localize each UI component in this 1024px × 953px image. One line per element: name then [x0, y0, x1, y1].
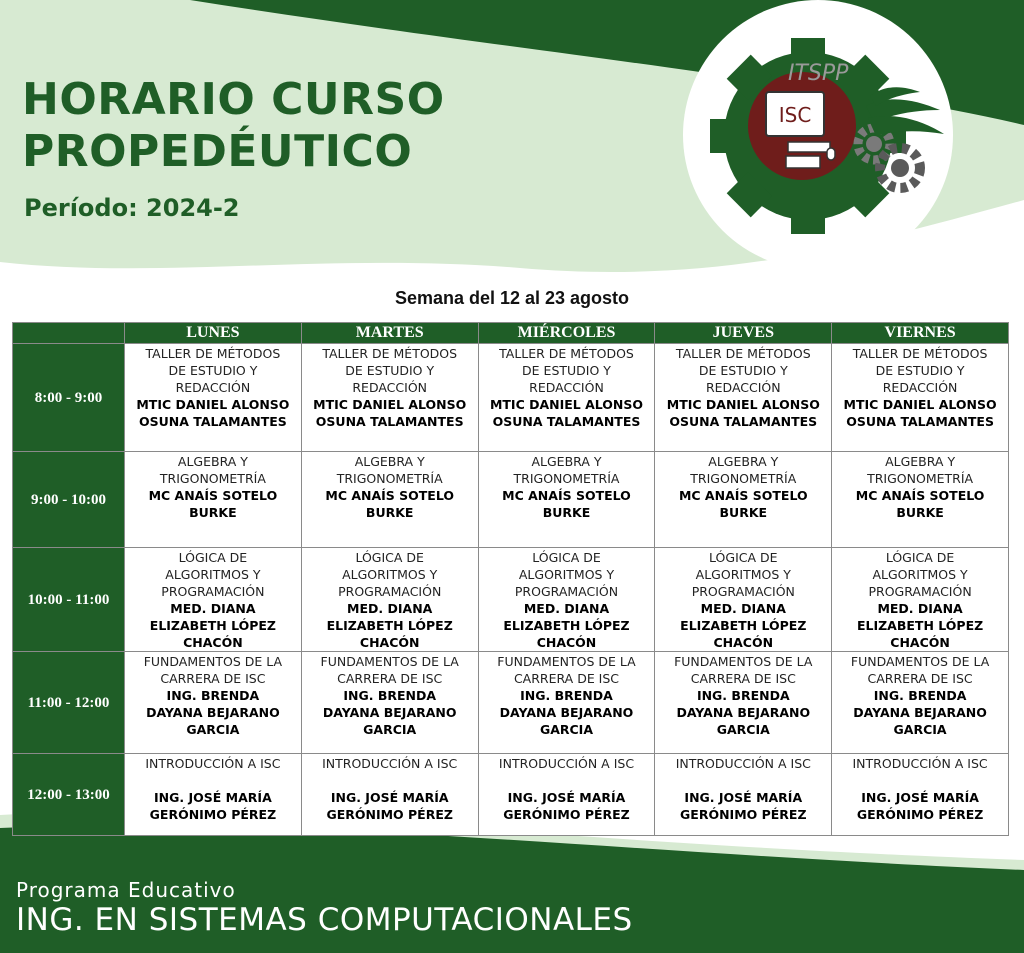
day-header-jueves: JUEVES [655, 323, 832, 344]
teacher-name: ING. JOSÉ MARÍA GERÓNIMO PÉREZ [149, 790, 277, 822]
class-cell [478, 452, 655, 548]
teacher-name: MC ANAÍS SOTELO BURKE [678, 488, 808, 520]
teacher-name: MC ANAÍS SOTELO BURKE [148, 488, 278, 520]
class-cell [125, 652, 302, 754]
class-cell [655, 652, 832, 754]
table-row [13, 344, 1009, 452]
teacher-name: MED. DIANA ELIZABETH LÓPEZ CHACÓN [856, 601, 984, 650]
cell-spacer [127, 772, 299, 789]
class-cell [655, 754, 832, 836]
subject-name: ALGEBRA Y TRIGONOMETRÍA [336, 454, 443, 486]
teacher-name: MTIC DANIEL ALONSO OSUNA TALAMANTES [489, 397, 644, 429]
logo-text-isc: ISC [778, 103, 812, 127]
class-cell [301, 652, 478, 754]
day-header-viernes: VIERNES [832, 323, 1009, 344]
subject-name: TALLER DE MÉTODOS DE ESTUDIO Y REDACCIÓN [852, 346, 988, 395]
class-cell [478, 344, 655, 452]
teacher-name: MTIC DANIEL ALONSO OSUNA TALAMANTES [843, 397, 997, 429]
class-cell [832, 754, 1009, 836]
time-slot-cell: 12:00 - 13:00 [13, 754, 125, 836]
table-row [13, 754, 1009, 836]
class-cell [301, 548, 478, 652]
class-cell [125, 548, 302, 652]
time-slot-cell: 8:00 - 9:00 [13, 344, 125, 452]
cell-spacer [304, 772, 476, 789]
program-label: Programa Educativo [16, 878, 236, 902]
time-slot-cell: 10:00 - 11:00 [13, 548, 125, 652]
cell-spacer [481, 772, 653, 789]
class-cell [832, 548, 1009, 652]
teacher-name: MC ANAÍS SOTELO BURKE [325, 488, 454, 520]
teacher-name: ING. BRENDA DAYANA BEJARANO GARCIA [322, 688, 457, 737]
class-cell [478, 652, 655, 754]
subject-name: FUNDAMENTOS DE LA CARRERA DE ISC [850, 654, 990, 686]
teacher-name: MED. DIANA ELIZABETH LÓPEZ CHACÓN [503, 601, 630, 650]
itspp-isc-logo [690, 18, 952, 258]
class-cell [832, 344, 1009, 452]
subject-name: ALGEBRA Y TRIGONOMETRÍA [867, 454, 974, 486]
subject-name: ALGEBRA Y TRIGONOMETRÍA [513, 454, 620, 486]
subject-name: INTRODUCCIÓN A ISC [145, 756, 281, 771]
subject-name: TALLER DE MÉTODOS DE ESTUDIO Y REDACCIÓN [322, 346, 458, 395]
logo-text-itspp: ITSPP [788, 61, 849, 86]
class-cell [301, 344, 478, 452]
cell-spacer [657, 772, 829, 789]
class-cell [655, 548, 832, 652]
time-slot-cell: 9:00 - 10:00 [13, 452, 125, 548]
page-title [22, 74, 445, 178]
subject-name: INTRODUCCIÓN A ISC [675, 756, 811, 771]
subject-name: INTRODUCCIÓN A ISC [322, 756, 458, 771]
class-cell [655, 344, 832, 452]
schedule-table [12, 322, 1009, 836]
teacher-name: MED. DIANA ELIZABETH LÓPEZ CHACÓN [680, 601, 807, 650]
subject-name: TALLER DE MÉTODOS DE ESTUDIO Y REDACCIÓN [145, 346, 281, 395]
teacher-name: MTIC DANIEL ALONSO OSUNA TALAMANTES [313, 397, 467, 429]
teacher-name: ING. JOSÉ MARÍA GERÓNIMO PÉREZ [856, 790, 984, 822]
class-cell [832, 652, 1009, 754]
subject-name: FUNDAMENTOS DE LA CARRERA DE ISC [497, 654, 636, 686]
header-corner-cell [13, 323, 125, 344]
time-slot-cell: 11:00 - 12:00 [13, 652, 125, 754]
career-name: ING. EN SISTEMAS COMPUTACIONALES [16, 902, 633, 938]
teacher-name: ING. BRENDA DAYANA BEJARANO GARCIA [499, 688, 634, 737]
keyboard-icon [786, 156, 820, 168]
cell-spacer [834, 772, 1006, 789]
subject-name: FUNDAMENTOS DE LA CARRERA DE ISC [143, 654, 283, 686]
mouse-icon [827, 148, 835, 160]
subject-name: LÓGICA DE ALGORITMOS Y PROGRAMACIÓN [338, 550, 442, 599]
teacher-name: ING. BRENDA DAYANA BEJARANO GARCIA [146, 688, 280, 737]
teacher-name: MTIC DANIEL ALONSO OSUNA TALAMANTES [666, 397, 820, 429]
subject-name: LÓGICA DE ALGORITMOS Y PROGRAMACIÓN [868, 550, 972, 599]
class-cell [125, 452, 302, 548]
table-row [13, 548, 1009, 652]
teacher-name: ING. JOSÉ MARÍA GERÓNIMO PÉREZ [503, 790, 630, 822]
teacher-name: ING. BRENDA DAYANA BEJARANO GARCIA [853, 688, 987, 737]
title-line-2: PROPEDÉUTICO [22, 126, 413, 177]
teacher-name: MED. DIANA ELIZABETH LÓPEZ CHACÓN [149, 601, 276, 650]
teacher-name: ING. BRENDA DAYANA BEJARANO GARCIA [676, 688, 811, 737]
class-cell [478, 754, 655, 836]
teacher-name: ING. JOSÉ MARÍA GERÓNIMO PÉREZ [680, 790, 807, 822]
day-header-lunes: LUNES [125, 323, 302, 344]
table-row [13, 652, 1009, 754]
subject-name: LÓGICA DE ALGORITMOS Y PROGRAMACIÓN [161, 550, 265, 599]
subject-name: FUNDAMENTOS DE LA CARRERA DE ISC [320, 654, 459, 686]
teacher-name: MED. DIANA ELIZABETH LÓPEZ CHACÓN [326, 601, 453, 650]
subject-name: INTRODUCCIÓN A ISC [852, 756, 988, 771]
subject-name: ALGEBRA Y TRIGONOMETRÍA [690, 454, 797, 486]
subject-name: TALLER DE MÉTODOS DE ESTUDIO Y REDACCIÓN [499, 346, 634, 395]
subject-name: TALLER DE MÉTODOS DE ESTUDIO Y REDACCIÓN [675, 346, 811, 395]
subject-name: INTRODUCCIÓN A ISC [498, 756, 635, 771]
week-range: Semana del 12 al 23 agosto [394, 288, 630, 308]
teacher-name: MC ANAÍS SOTELO BURKE [855, 488, 985, 520]
class-cell [301, 452, 478, 548]
class-cell [478, 548, 655, 652]
day-header-miercoles: MIÉRCOLES [478, 323, 655, 344]
class-cell [832, 452, 1009, 548]
class-cell [655, 452, 832, 548]
table-row [13, 452, 1009, 548]
period-label: Período: 2024-2 [24, 194, 240, 222]
subject-name: ALGEBRA Y TRIGONOMETRÍA [159, 454, 266, 486]
title-line-1: HORARIO CURSO [22, 74, 445, 125]
subject-name: FUNDAMENTOS DE LA CARRERA DE ISC [674, 654, 813, 686]
class-cell [125, 344, 302, 452]
subject-name: LÓGICA DE ALGORITMOS Y PROGRAMACIÓN [514, 550, 619, 599]
class-cell [125, 754, 302, 836]
teacher-name: MTIC DANIEL ALONSO OSUNA TALAMANTES [136, 397, 290, 429]
teacher-name: ING. JOSÉ MARÍA GERÓNIMO PÉREZ [326, 790, 453, 822]
table-header-row [13, 323, 1009, 344]
day-header-martes: MARTES [301, 323, 478, 344]
teacher-name: MC ANAÍS SOTELO BURKE [502, 488, 631, 520]
subject-name: LÓGICA DE ALGORITMOS Y PROGRAMACIÓN [691, 550, 795, 599]
feather-icon [866, 87, 944, 136]
class-cell [301, 754, 478, 836]
